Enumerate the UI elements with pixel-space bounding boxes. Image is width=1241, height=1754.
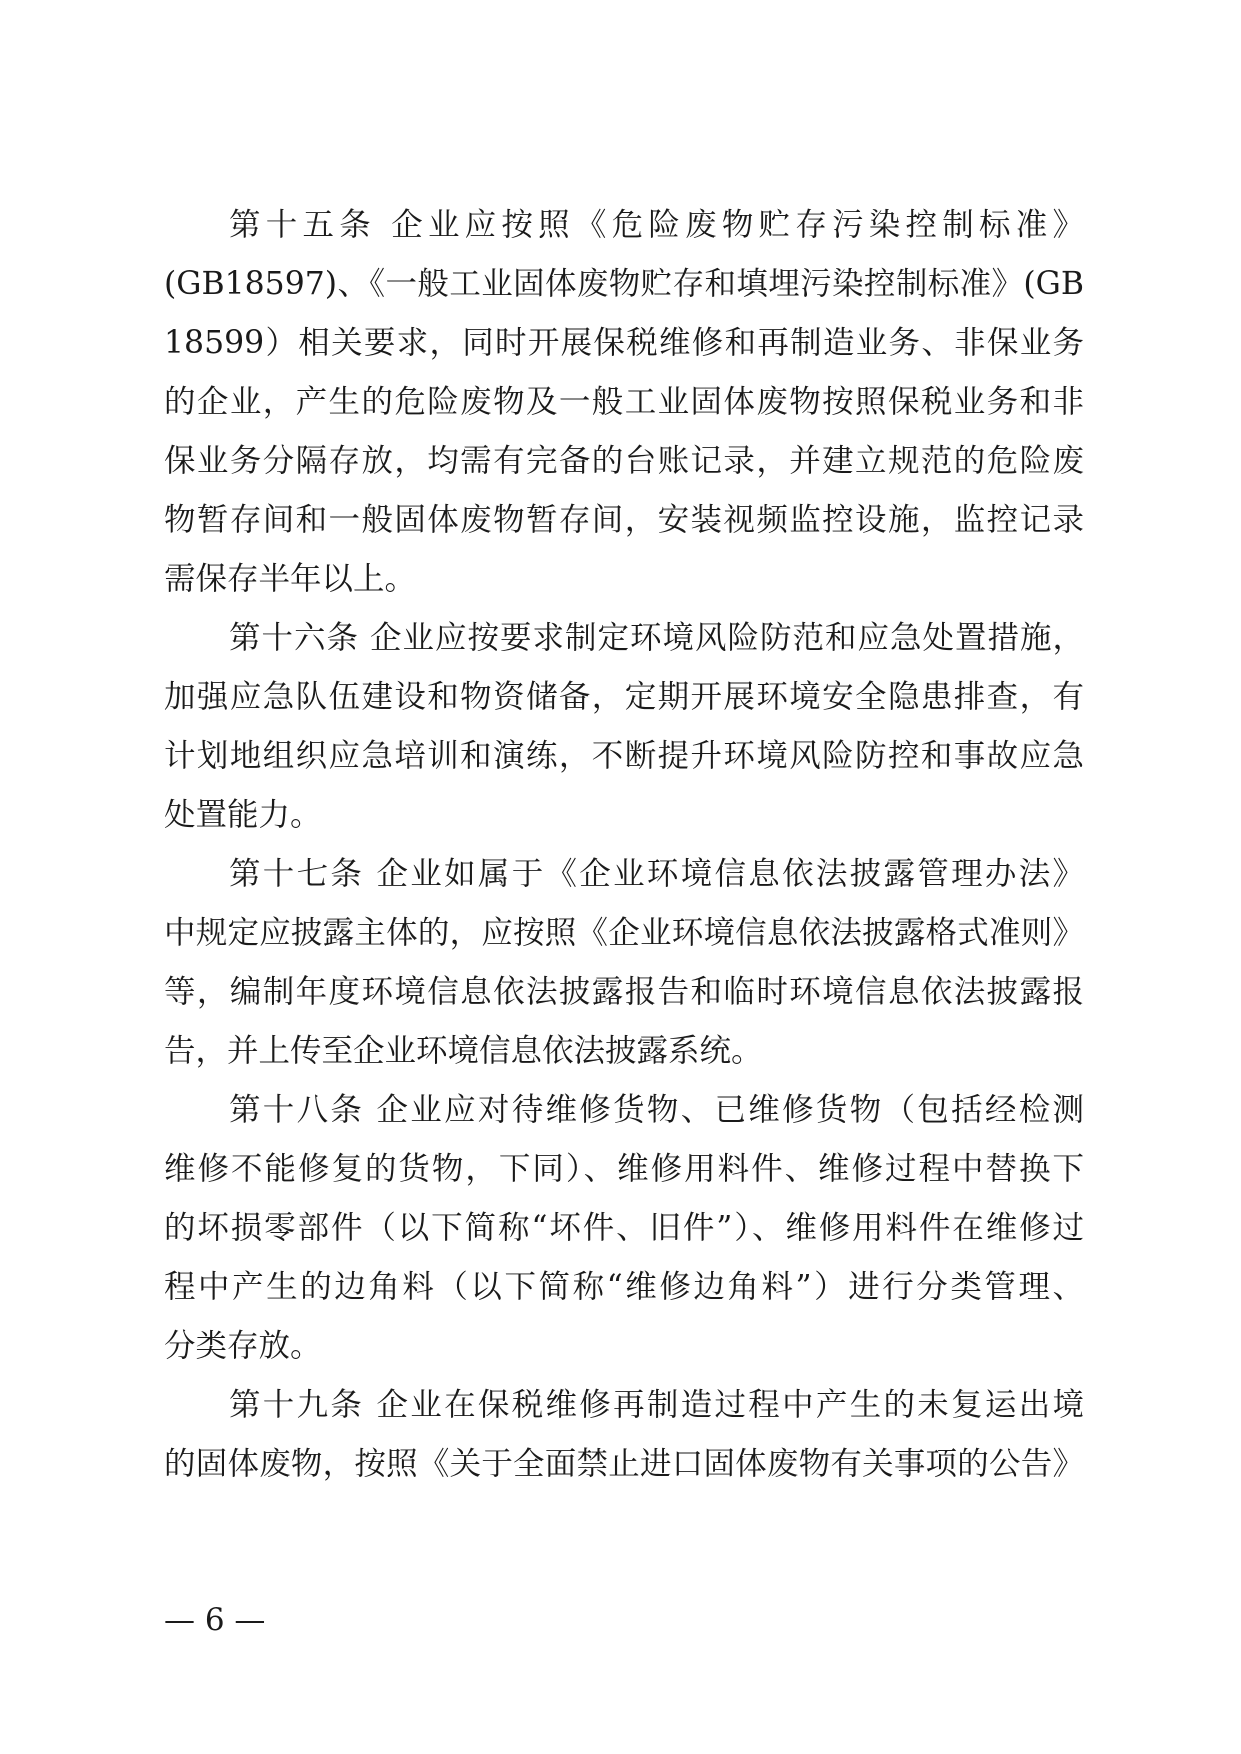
article-18-line-5: 分类存放。 (164, 1328, 322, 1364)
article-15-line-6: 物暂存间和一般固体废物暂存间，安装视频监控设施，监控记录 (164, 502, 1084, 538)
page-number: — 6 — (164, 1602, 266, 1638)
article-18-line-4: 程中产生的边角料（以下简称“维修边角料”）进行分类管理、 (164, 1269, 1084, 1305)
article-16-line-4: 处置能力。 (164, 797, 322, 833)
article-19-line-1: 第十九条 企业在保税维修再制造过程中产生的未复运出境 (229, 1387, 1084, 1423)
article-16-line-3: 计划地组织应急培训和演练，不断提升环境风险防控和事故应急 (164, 738, 1084, 774)
article-17-line-3: 等，编制年度环境信息依法披露报告和临时环境信息依法披露报 (164, 974, 1084, 1010)
article-16-line-2: 加强应急队伍建设和物资储备，定期开展环境安全隐患排查，有 (164, 679, 1084, 715)
article-15-line-3: 18599）相关要求，同时开展保税维修和再制造业务、非保业务 (164, 325, 1084, 361)
article-17-line-2: 中规定应披露主体的，应按照《企业环境信息依法披露格式准则》 (164, 915, 1084, 951)
article-15-line-4: 的企业，产生的危险废物及一般工业固体废物按照保税业务和非 (164, 384, 1084, 420)
article-17-line-1: 第十七条 企业如属于《企业环境信息依法披露管理办法》 (229, 856, 1084, 892)
article-16-line-1: 第十六条 企业应按要求制定环境风险防范和应急处置措施， (229, 620, 1084, 656)
article-15-line-7: 需保存半年以上。 (164, 561, 417, 597)
article-19-line-2: 的固体废物，按照《关于全面禁止进口固体废物有关事项的公告》 (164, 1446, 1084, 1482)
article-18-line-3: 的坏损零部件（以下简称“坏件、旧件”）、维修用料件在维修过 (164, 1210, 1084, 1246)
article-17-line-4: 告，并上传至企业环境信息依法披露系统。 (164, 1033, 763, 1069)
article-18-line-1: 第十八条 企业应对待维修货物、已维修货物（包括经检测 (229, 1092, 1084, 1128)
article-15-line-5: 保业务分隔存放，均需有完备的台账记录，并建立规范的危险废 (164, 443, 1084, 479)
article-18-line-2: 维修不能修复的货物，下同）、维修用料件、维修过程中替换下 (164, 1151, 1084, 1187)
article-15-line-2: (GB18597)、《一般工业固体废物贮存和填埋污染控制标准》(GB (164, 266, 1084, 302)
article-15-line-1: 第十五条 企业应按照《危险废物贮存污染控制标准》 (229, 207, 1084, 243)
